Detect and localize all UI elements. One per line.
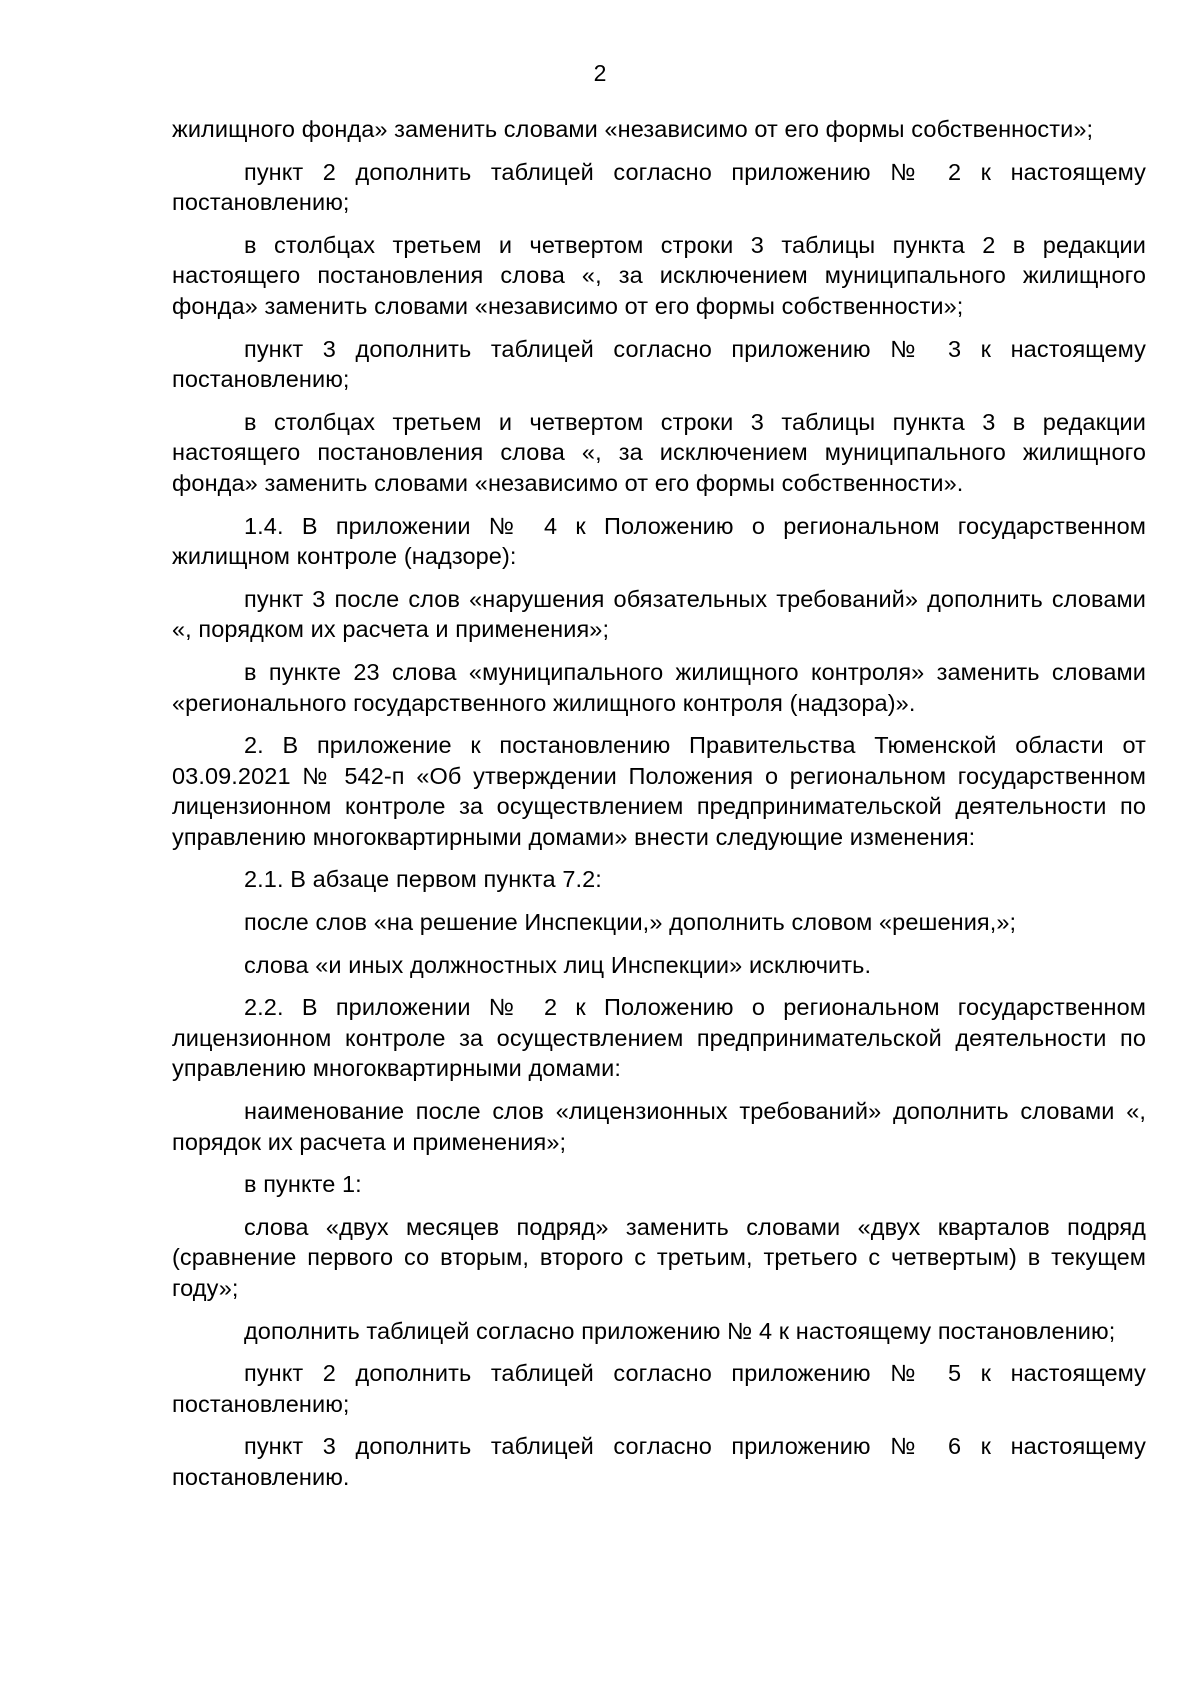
page-number: 2 [593, 60, 607, 86]
document-body [172, 114, 1146, 1505]
paragraph: пункт 3 после слов «нарушения обязательных требований» дополнить словами «, порядком их расчета и применения»; [172, 585, 1146, 643]
paragraph: 2.1. В абзаце первом пункта 7.2: [244, 866, 602, 893]
paragraph: в пункте 1: [244, 1171, 362, 1198]
paragraph: пункт 2 дополнить таблицей согласно приложению № 2 к настоящему постановлению; [172, 158, 1146, 216]
paragraph: слова «и иных должностных лиц Инспекции» исключить. [244, 951, 872, 978]
paragraph: пункт 3 дополнить таблицей согласно приложению № 3 к настоящему постановлению; [172, 335, 1146, 393]
paragraph: 2. В приложение к постановлению Правительства Тюменской области от 03.09.2021 № 542-п «Об утверждении Положения о региональном государственном лицензионном контроле за осуществлением предпринимательской деятельности по управлению многоквартирными домами» внести следующие изменения: [172, 732, 1146, 850]
paragraph: пункт 2 дополнить таблицей согласно приложению № 5 к настоящему постановлению; [172, 1360, 1146, 1417]
paragraph: 1.4. В приложении № 4 к Положению о региональном государственном жилищном контроле (надзоре): [172, 512, 1146, 570]
paragraph: наименование после слов «лицензионных требований» дополнить словами «, порядок их расчета и применения»; [172, 1098, 1146, 1155]
paragraph: в столбцах третьем и четвертом строки 3 таблицы пункта 2 в редакции настоящего постановления слова «, за исключением муниципального жилищного фонда» заменить словами «независимо от его формы собственности»; [172, 231, 1146, 319]
paragraph: дополнить таблицей согласно приложению № 4 к настоящему постановлению; [244, 1317, 1116, 1344]
paragraph: пункт 3 дополнить таблицей согласно приложению № 6 к настоящему постановлению. [172, 1433, 1146, 1490]
paragraph: жилищного фонда» заменить словами «независимо от его формы собственности»; [172, 116, 1094, 142]
paragraph: 2.2. В приложении № 2 к Положению о региональном государственном лицензионном контроле за осуществлением предпринимательской деятельности по управлению многоквартирными домами: [172, 994, 1146, 1082]
paragraph: после слов «на решение Инспекции,» дополнить словом «решения,»; [244, 909, 1017, 936]
paragraph: в пункте 23 слова «муниципального жилищного контроля» заменить словами «регионального государственного жилищного контроля (надзора)». [172, 658, 1146, 716]
paragraph: в столбцах третьем и четвертом строки 3 таблицы пункта 3 в редакции настоящего постановления слова «, за исключением муниципального жилищного фонда» заменить словами «независимо от его формы собственности». [172, 408, 1146, 496]
paragraph: слова «двух месяцев подряд» заменить словами «двух кварталов подряд (сравнение первого со вторым, второго с третьим, третьего с четвертым) в текущем году»; [172, 1213, 1146, 1301]
